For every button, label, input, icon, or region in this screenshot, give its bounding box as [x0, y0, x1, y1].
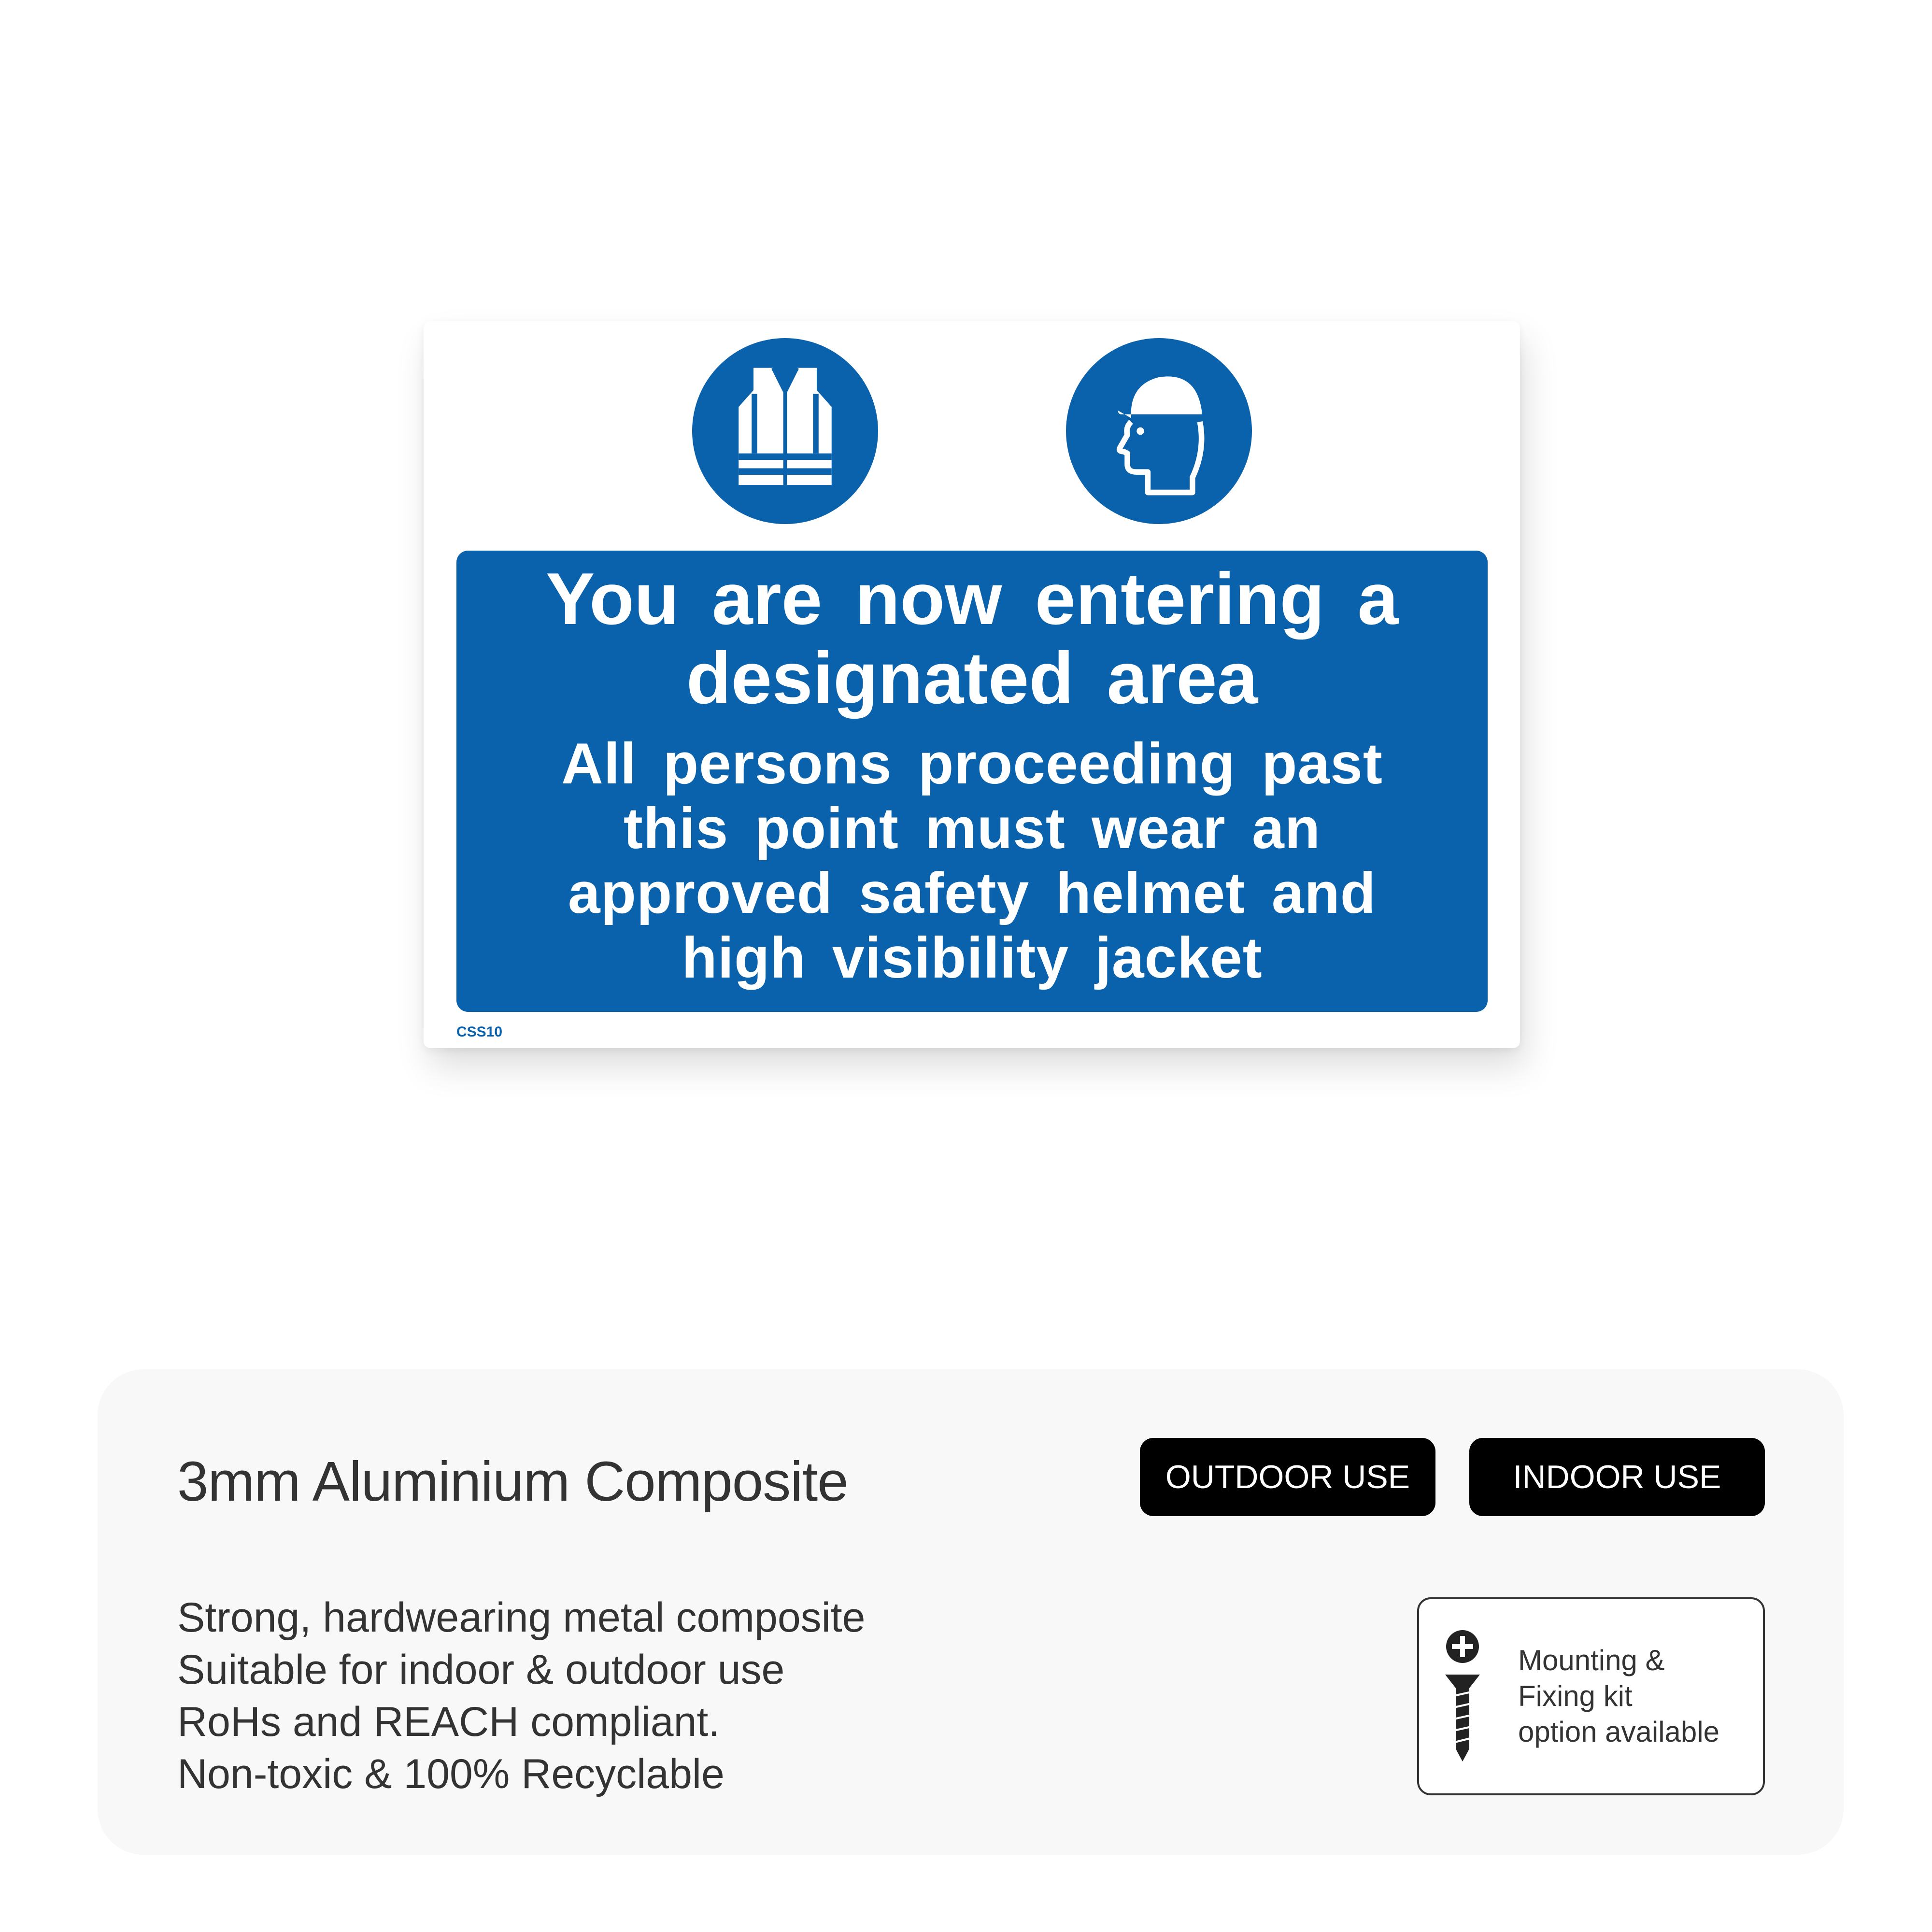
- sign-instruction-line: this point must wear an: [623, 796, 1321, 861]
- indoor-use-badge: INDOOR USE: [1469, 1438, 1765, 1516]
- sign-product-code: CSS10: [456, 1024, 503, 1040]
- mounting-kit-line: Mounting &: [1518, 1644, 1665, 1676]
- feature-item: Strong, hardwearing metal composite: [177, 1594, 866, 1641]
- feature-item: Non-toxic & 100% Recyclable: [177, 1751, 724, 1797]
- safety-sign: [424, 321, 1520, 1048]
- sign-message-panel: [456, 551, 1488, 1012]
- sign-instruction-line: high visibility jacket: [682, 925, 1263, 990]
- mounting-kit-line: option available: [1518, 1716, 1719, 1748]
- mounting-kit-text: [1518, 1643, 1719, 1750]
- material-title: 3mm Aluminium Composite: [177, 1450, 848, 1513]
- screw-icon: [1442, 1628, 1483, 1763]
- outdoor-use-badge: OUTDOOR USE: [1140, 1438, 1435, 1516]
- feature-item: RoHs and REACH compliant.: [177, 1699, 720, 1745]
- sign-heading-line: designated area: [686, 637, 1258, 719]
- sign-heading-line: You are now entering a: [545, 558, 1398, 640]
- safety-helmet-icon: [1066, 338, 1252, 524]
- mounting-kit-box: [1417, 1597, 1765, 1795]
- feature-item: Suitable for indoor & outdoor use: [177, 1647, 785, 1693]
- sign-instruction-line: approved safety helmet and: [568, 861, 1377, 925]
- feature-list: [177, 1591, 866, 1800]
- product-info-card: [98, 1369, 1844, 1855]
- mounting-kit-line: Fixing kit: [1518, 1680, 1633, 1712]
- high-visibility-vest-icon: [692, 338, 878, 524]
- sign-instruction-line: All persons proceeding past: [561, 731, 1383, 796]
